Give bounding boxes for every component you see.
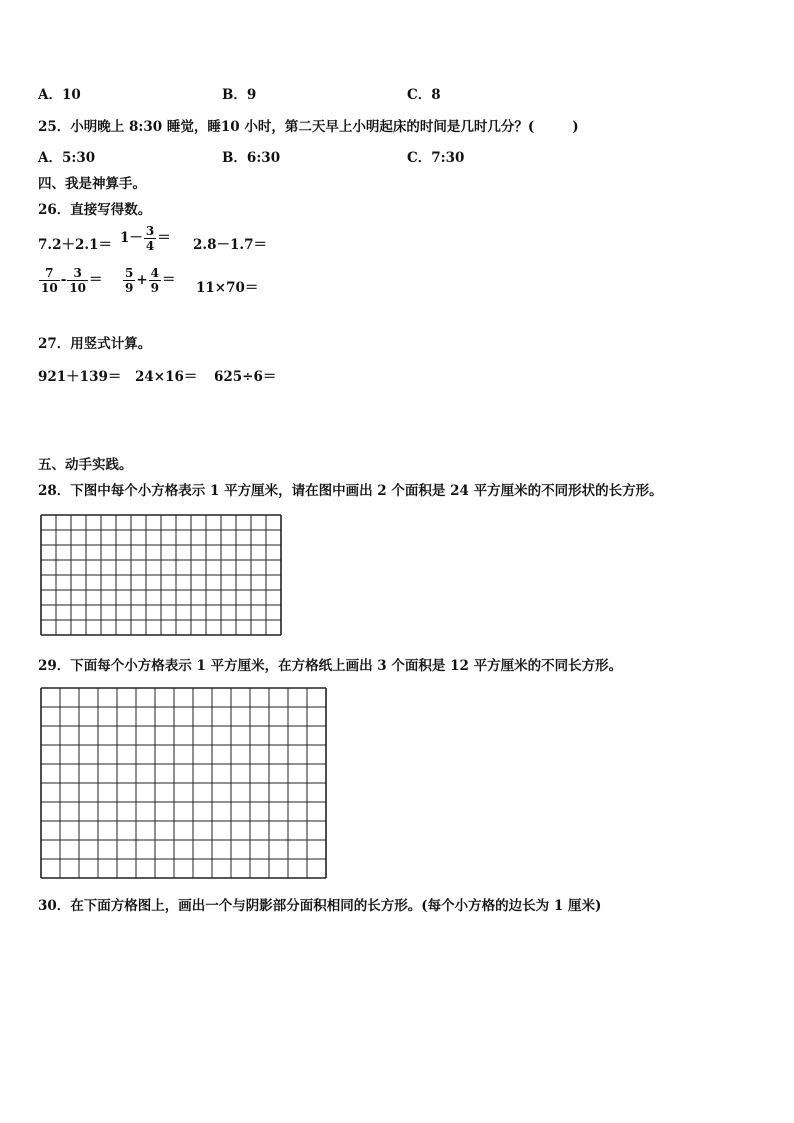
fraction: $\frac{3}{10}$	[69, 266, 87, 295]
q26-question	[38, 198, 151, 218]
question-text: 用竖式计算。	[70, 336, 152, 352]
q27-expr-2: 24×16＝	[135, 369, 198, 385]
q26-expr-6: 11×70＝	[196, 280, 259, 296]
q26-expr-1: 7.2＋2.1＝	[38, 237, 112, 253]
q26-expr-4: $\frac{7}{10}$ - $\frac{3}{10}$ ＝	[41, 266, 103, 295]
question-number: 27．	[38, 336, 71, 352]
question-number: 28．	[38, 483, 71, 499]
fraction: $\frac{4}{9}$	[150, 266, 160, 295]
question-text: 下面每个小方格表示 1 平方厘米，在方格纸上画出 3 个面积是 12 平方厘米的不同长方形。	[70, 658, 623, 674]
fraction: $\frac{7}{10}$	[41, 266, 58, 295]
q27-question	[38, 332, 151, 352]
q28-grid-paper[interactable]	[40, 514, 282, 636]
question-number: 25．	[38, 119, 71, 135]
question-text: 下图中每个小方格表示 1 平方厘米，请在图中画出 2 个面积是 24 平方厘米的不同形状的长方形。	[70, 483, 663, 499]
q25-option-c: C．7:30	[407, 150, 465, 166]
question-text: 小明晚上 8:30 睡觉，睡10 小时，第二天早上小明起床的时间是几时几分？(	[70, 119, 535, 135]
q27-expr-1: 921＋139＝	[38, 369, 122, 385]
q26-expr-2: 1－ $\frac{3}{4}$ ＝	[120, 224, 171, 253]
q27-expr-3: 625÷6＝	[214, 369, 277, 385]
grid-svg	[40, 514, 282, 636]
q24-option-c: C．8	[407, 87, 441, 103]
question-number: 26．	[38, 202, 71, 218]
question-text: 在下面方格图上，画出一个与阴影部分面积相同的长方形。(每个小方格的边长为 1 厘米)	[70, 898, 602, 914]
fraction: $\frac{5}{9}$	[125, 266, 134, 295]
q30-question	[38, 894, 601, 914]
question-text: 直接写得数。	[70, 202, 152, 218]
q25-option-b: B．6:30	[222, 150, 281, 166]
q25-question: 25．小明晚上 8:30 睡觉，睡10 小时，第二天早上小明起床的时间是几时几分？( )	[38, 119, 579, 135]
grid-svg	[40, 687, 327, 879]
section-5-title: 五、动手实践。	[38, 457, 133, 473]
q28-question	[38, 479, 663, 499]
fraction: $\frac{3}{4}$	[145, 224, 155, 253]
q29-grid-paper[interactable]	[40, 687, 327, 879]
q29-question	[38, 654, 622, 674]
q26-expr-3: 2.8－1.7＝	[193, 237, 267, 253]
q24-option-a: A．10	[38, 87, 81, 103]
q26-expr-5: $\frac{5}{9}$ + $\frac{4}{9}$ ＝	[125, 266, 176, 295]
q25-option-a: A．5:30	[38, 150, 96, 166]
question-number: 30．	[38, 898, 71, 914]
q24-option-b: B．9	[222, 87, 257, 103]
question-number: 29．	[38, 658, 71, 674]
section-4-title: 四、我是神算手。	[38, 176, 146, 192]
